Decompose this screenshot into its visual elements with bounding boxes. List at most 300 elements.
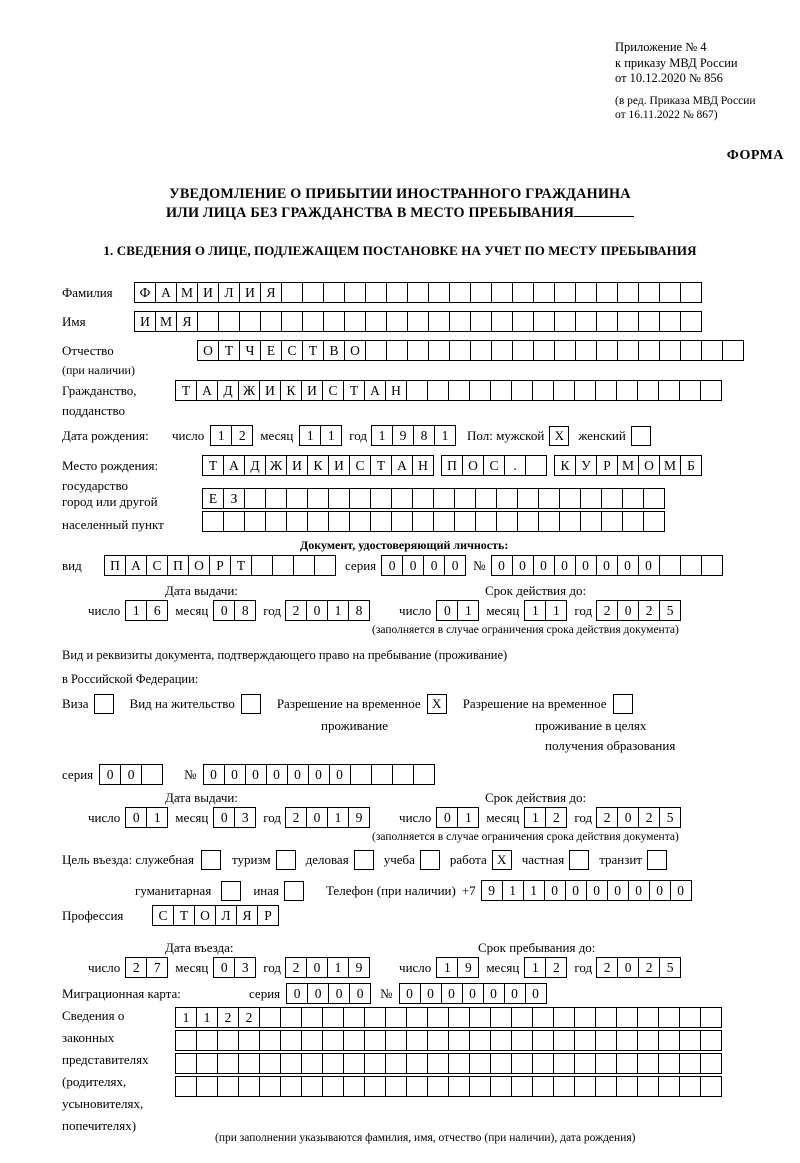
stay-month-input[interactable] — [524, 957, 566, 978]
cell[interactable] — [406, 1076, 428, 1097]
cell[interactable]: И — [197, 282, 219, 303]
cell[interactable]: 0 — [245, 764, 267, 785]
cell[interactable]: 0 — [544, 880, 566, 901]
cell[interactable] — [475, 488, 497, 509]
cell[interactable] — [679, 1030, 701, 1051]
cell[interactable]: 5 — [659, 600, 681, 621]
cell[interactable] — [427, 380, 449, 401]
phone-input[interactable] — [481, 880, 691, 901]
cell[interactable] — [596, 311, 618, 332]
cell[interactable] — [322, 1053, 344, 1074]
cell[interactable] — [533, 282, 555, 303]
cell[interactable]: Т — [173, 905, 195, 926]
cell[interactable]: 0 — [286, 983, 308, 1004]
cell[interactable]: 0 — [306, 600, 328, 621]
cell[interactable] — [616, 1030, 638, 1051]
cell[interactable] — [281, 311, 303, 332]
cell[interactable] — [217, 1053, 239, 1074]
cell[interactable] — [175, 1053, 197, 1074]
cell[interactable] — [343, 1007, 365, 1028]
cell[interactable] — [553, 1076, 575, 1097]
permit-issue-year-input[interactable] — [285, 807, 369, 828]
cell[interactable] — [574, 1030, 596, 1051]
cell[interactable]: Т — [202, 455, 224, 476]
cell[interactable]: Т — [175, 380, 197, 401]
cell[interactable]: 2 — [285, 807, 307, 828]
cell[interactable] — [490, 1007, 512, 1028]
cell[interactable] — [616, 1007, 638, 1028]
cell[interactable] — [385, 1007, 407, 1028]
cell[interactable] — [407, 340, 429, 361]
permit-valid-month-input[interactable] — [524, 807, 566, 828]
cell[interactable] — [658, 1076, 680, 1097]
cell[interactable]: Р — [257, 905, 279, 926]
cell[interactable]: Я — [260, 282, 282, 303]
cell[interactable] — [470, 340, 492, 361]
cell[interactable]: Б — [680, 455, 702, 476]
permit-issue-day-input[interactable] — [125, 807, 167, 828]
cell[interactable]: Р — [596, 455, 618, 476]
cell[interactable] — [344, 282, 366, 303]
cell[interactable] — [301, 1007, 323, 1028]
cell[interactable] — [259, 1007, 281, 1028]
cell[interactable] — [574, 1076, 596, 1097]
cell[interactable] — [407, 282, 429, 303]
cell[interactable]: 0 — [670, 880, 692, 901]
cell[interactable] — [575, 282, 597, 303]
cell[interactable] — [202, 511, 224, 532]
cell[interactable]: Е — [260, 340, 282, 361]
cell[interactable]: А — [364, 380, 386, 401]
cell[interactable] — [622, 488, 644, 509]
cell[interactable] — [301, 1076, 323, 1097]
cell[interactable] — [596, 282, 618, 303]
cell[interactable]: Л — [218, 282, 240, 303]
cell[interactable]: С — [281, 340, 303, 361]
cell[interactable] — [532, 380, 554, 401]
cell[interactable] — [469, 1007, 491, 1028]
cell[interactable] — [575, 311, 597, 332]
cell[interactable] — [595, 1030, 617, 1051]
cell[interactable] — [679, 1076, 701, 1097]
cell[interactable] — [385, 1030, 407, 1051]
cell[interactable] — [350, 764, 372, 785]
cell[interactable]: 2 — [596, 957, 618, 978]
cell[interactable] — [365, 282, 387, 303]
cell[interactable] — [281, 282, 303, 303]
cell[interactable]: 9 — [481, 880, 503, 901]
cell[interactable]: 1 — [125, 600, 147, 621]
cell[interactable] — [701, 340, 723, 361]
cell[interactable]: 0 — [99, 764, 121, 785]
cell[interactable] — [301, 1030, 323, 1051]
cell[interactable] — [490, 380, 512, 401]
cell[interactable] — [637, 1053, 659, 1074]
cell[interactable] — [617, 340, 639, 361]
surname-input[interactable] — [134, 282, 701, 303]
cell[interactable]: Ж — [265, 455, 287, 476]
cell[interactable]: 8 — [413, 425, 435, 446]
cell[interactable]: 0 — [512, 555, 534, 576]
cell[interactable] — [637, 1076, 659, 1097]
cell[interactable] — [428, 282, 450, 303]
cell[interactable] — [386, 311, 408, 332]
cell[interactable]: 2 — [285, 957, 307, 978]
doc-valid-year-input[interactable] — [596, 600, 680, 621]
cell[interactable]: 0 — [617, 600, 639, 621]
cell[interactable]: Я — [176, 311, 198, 332]
cell[interactable] — [385, 1076, 407, 1097]
cell[interactable] — [364, 1076, 386, 1097]
migration-number-input[interactable] — [399, 983, 546, 1004]
cell[interactable] — [680, 282, 702, 303]
cell[interactable] — [364, 1053, 386, 1074]
cell[interactable]: О — [194, 905, 216, 926]
cell[interactable] — [259, 1053, 281, 1074]
cell[interactable]: И — [328, 455, 350, 476]
cell[interactable]: Е — [202, 488, 224, 509]
cell[interactable] — [244, 511, 266, 532]
cell[interactable]: Ф — [134, 282, 156, 303]
cell[interactable] — [454, 488, 476, 509]
cell[interactable]: 0 — [491, 555, 513, 576]
cell[interactable]: 0 — [628, 880, 650, 901]
cell[interactable] — [314, 555, 336, 576]
cell[interactable]: П — [167, 555, 189, 576]
cell[interactable] — [223, 511, 245, 532]
cell[interactable] — [559, 488, 581, 509]
permit-valid-day-input[interactable] — [436, 807, 478, 828]
cell[interactable]: А — [155, 282, 177, 303]
cell[interactable] — [538, 511, 560, 532]
cell[interactable] — [637, 1007, 659, 1028]
cell[interactable] — [392, 764, 414, 785]
cell[interactable]: . — [504, 455, 526, 476]
cell[interactable] — [427, 1053, 449, 1074]
cell[interactable]: З — [223, 488, 245, 509]
purpose-business-checkbox[interactable] — [354, 850, 374, 870]
cell[interactable]: А — [125, 555, 147, 576]
cell[interactable]: 0 — [554, 555, 576, 576]
cell[interactable]: 2 — [596, 807, 618, 828]
purpose-study-checkbox[interactable] — [420, 850, 440, 870]
cell[interactable] — [525, 455, 547, 476]
cell[interactable]: 0 — [607, 880, 629, 901]
cell[interactable] — [239, 311, 261, 332]
cell[interactable] — [553, 1007, 575, 1028]
cell[interactable]: 2 — [638, 600, 660, 621]
doc-valid-day-input[interactable] — [436, 600, 478, 621]
cell[interactable] — [427, 1007, 449, 1028]
cell[interactable]: С — [483, 455, 505, 476]
cell[interactable]: О — [462, 455, 484, 476]
cell[interactable] — [496, 488, 518, 509]
cell[interactable] — [622, 511, 644, 532]
cell[interactable] — [433, 488, 455, 509]
cell[interactable]: 0 — [617, 957, 639, 978]
cell[interactable] — [533, 311, 555, 332]
cell[interactable] — [679, 1007, 701, 1028]
cell[interactable] — [259, 1076, 281, 1097]
cell[interactable] — [638, 282, 660, 303]
cell[interactable] — [259, 1030, 281, 1051]
cell[interactable] — [659, 282, 681, 303]
cell[interactable]: Р — [209, 555, 231, 576]
cell[interactable]: А — [196, 380, 218, 401]
cell[interactable]: 1 — [327, 957, 349, 978]
cell[interactable]: 0 — [462, 983, 484, 1004]
cell[interactable] — [575, 340, 597, 361]
cell[interactable]: 1 — [502, 880, 524, 901]
cell[interactable]: 1 — [523, 880, 545, 901]
cell[interactable] — [658, 1007, 680, 1028]
cell[interactable] — [406, 380, 428, 401]
birth-city-input[interactable] — [202, 488, 664, 509]
cell[interactable]: 1 — [524, 600, 546, 621]
cell[interactable]: 0 — [436, 600, 458, 621]
cell[interactable] — [244, 488, 266, 509]
cell[interactable] — [196, 1030, 218, 1051]
cell[interactable]: О — [197, 340, 219, 361]
cell[interactable] — [365, 340, 387, 361]
legal-reps-row-3[interactable] — [175, 1053, 721, 1074]
cell[interactable] — [386, 282, 408, 303]
cell[interactable] — [385, 1053, 407, 1074]
cell[interactable]: 1 — [457, 600, 479, 621]
cell[interactable] — [511, 1007, 533, 1028]
cell[interactable]: 9 — [392, 425, 414, 446]
cell[interactable] — [659, 311, 681, 332]
purpose-other-checkbox[interactable] — [284, 881, 304, 901]
cell[interactable] — [238, 1053, 260, 1074]
cell[interactable]: 0 — [504, 983, 526, 1004]
cell[interactable] — [659, 555, 681, 576]
cell[interactable] — [574, 1053, 596, 1074]
cell[interactable]: А — [223, 455, 245, 476]
cell[interactable]: У — [575, 455, 597, 476]
cell[interactable]: Ч — [239, 340, 261, 361]
cell[interactable] — [491, 311, 513, 332]
cell[interactable]: 0 — [649, 880, 671, 901]
cell[interactable]: О — [638, 455, 660, 476]
cell[interactable]: К — [280, 380, 302, 401]
cell[interactable]: 1 — [210, 425, 232, 446]
cell[interactable] — [496, 511, 518, 532]
cell[interactable] — [427, 1030, 449, 1051]
cell[interactable]: 1 — [436, 957, 458, 978]
cell[interactable] — [553, 1053, 575, 1074]
cell[interactable]: 0 — [483, 983, 505, 1004]
cell[interactable] — [217, 1030, 239, 1051]
cell[interactable]: 7 — [146, 957, 168, 978]
cell[interactable] — [196, 1076, 218, 1097]
cell[interactable] — [595, 1076, 617, 1097]
entry-year-input[interactable] — [285, 957, 369, 978]
cell[interactable] — [475, 511, 497, 532]
cell[interactable] — [617, 282, 639, 303]
cell[interactable] — [260, 311, 282, 332]
cell[interactable]: Т — [218, 340, 240, 361]
cell[interactable] — [449, 282, 471, 303]
cell[interactable] — [364, 1030, 386, 1051]
permit-series-input[interactable] — [99, 764, 162, 785]
birth-day-input[interactable] — [210, 425, 252, 446]
cell[interactable] — [637, 380, 659, 401]
cell[interactable] — [449, 311, 471, 332]
cell[interactable]: П — [104, 555, 126, 576]
cell[interactable] — [371, 764, 393, 785]
patronymic-input[interactable] — [197, 340, 743, 361]
cell[interactable] — [580, 511, 602, 532]
cell[interactable] — [175, 1076, 197, 1097]
cell[interactable] — [343, 1053, 365, 1074]
cell[interactable] — [391, 488, 413, 509]
cell[interactable] — [391, 511, 413, 532]
cell[interactable] — [680, 340, 702, 361]
cell[interactable]: 9 — [348, 957, 370, 978]
cell[interactable]: 1 — [196, 1007, 218, 1028]
cell[interactable]: 2 — [217, 1007, 239, 1028]
cell[interactable] — [406, 1007, 428, 1028]
cell[interactable] — [412, 511, 434, 532]
doc-issue-year-input[interactable] — [285, 600, 369, 621]
cell[interactable]: 0 — [402, 555, 424, 576]
cell[interactable] — [280, 1053, 302, 1074]
cell[interactable]: О — [344, 340, 366, 361]
cell[interactable] — [538, 488, 560, 509]
cell[interactable]: 0 — [306, 957, 328, 978]
cell[interactable]: О — [188, 555, 210, 576]
cell[interactable] — [470, 311, 492, 332]
cell[interactable]: 1 — [524, 957, 546, 978]
cell[interactable]: 1 — [175, 1007, 197, 1028]
cell[interactable]: 1 — [545, 600, 567, 621]
cell[interactable] — [238, 1030, 260, 1051]
doc-valid-month-input[interactable] — [524, 600, 566, 621]
legal-reps-row-4[interactable] — [175, 1076, 721, 1097]
cell[interactable] — [413, 764, 435, 785]
cell[interactable]: И — [301, 380, 323, 401]
entry-day-input[interactable] — [125, 957, 167, 978]
cell[interactable] — [532, 1053, 554, 1074]
cell[interactable]: 1 — [327, 807, 349, 828]
cell[interactable] — [448, 1076, 470, 1097]
cell[interactable] — [616, 1053, 638, 1074]
cell[interactable] — [559, 511, 581, 532]
cell[interactable]: 0 — [120, 764, 142, 785]
cell[interactable]: 2 — [238, 1007, 260, 1028]
cell[interactable] — [344, 311, 366, 332]
cell[interactable]: 2 — [545, 957, 567, 978]
permit-valid-year-input[interactable] — [596, 807, 680, 828]
cell[interactable] — [511, 1030, 533, 1051]
residence-permit-checkbox[interactable] — [241, 694, 261, 714]
cell[interactable]: К — [307, 455, 329, 476]
cell[interactable] — [512, 340, 534, 361]
cell[interactable] — [638, 340, 660, 361]
cell[interactable]: 0 — [213, 807, 235, 828]
cell[interactable]: Д — [217, 380, 239, 401]
cell[interactable]: 0 — [525, 983, 547, 1004]
cell[interactable]: 0 — [638, 555, 660, 576]
edu-residence-checkbox[interactable] — [613, 694, 633, 714]
cell[interactable] — [554, 340, 576, 361]
cell[interactable] — [406, 1030, 428, 1051]
cell[interactable]: 5 — [659, 957, 681, 978]
cell[interactable]: 0 — [213, 957, 235, 978]
cell[interactable] — [323, 282, 345, 303]
cell[interactable] — [511, 380, 533, 401]
cell[interactable] — [511, 1053, 533, 1074]
cell[interactable]: И — [259, 380, 281, 401]
cell[interactable] — [197, 311, 219, 332]
cell[interactable] — [343, 1076, 365, 1097]
cell[interactable]: М — [176, 282, 198, 303]
cell[interactable] — [427, 1076, 449, 1097]
cell[interactable] — [616, 1076, 638, 1097]
cell[interactable]: 0 — [266, 764, 288, 785]
cell[interactable]: 0 — [617, 807, 639, 828]
birth-year-input[interactable] — [371, 425, 455, 446]
cell[interactable]: 1 — [457, 807, 479, 828]
cell[interactable]: 1 — [524, 807, 546, 828]
temp-residence-checkbox[interactable]: X — [427, 694, 447, 714]
purpose-humanitarian-checkbox[interactable] — [221, 881, 241, 901]
cell[interactable] — [574, 1007, 596, 1028]
cell[interactable] — [448, 1030, 470, 1051]
cell[interactable] — [638, 311, 660, 332]
cell[interactable] — [469, 380, 491, 401]
cell[interactable] — [365, 311, 387, 332]
cell[interactable] — [265, 511, 287, 532]
purpose-work-checkbox[interactable]: X — [492, 850, 512, 870]
cell[interactable]: 0 — [436, 807, 458, 828]
permit-issue-month-input[interactable] — [213, 807, 255, 828]
cell[interactable]: 2 — [638, 807, 660, 828]
cell[interactable] — [512, 311, 534, 332]
cell[interactable] — [659, 340, 681, 361]
cell[interactable]: И — [239, 282, 261, 303]
cell[interactable] — [406, 1053, 428, 1074]
cell[interactable]: Д — [244, 455, 266, 476]
cell[interactable]: 8 — [234, 600, 256, 621]
cell[interactable] — [490, 1053, 512, 1074]
cell[interactable]: 0 — [586, 880, 608, 901]
cell[interactable]: 0 — [308, 764, 330, 785]
cell[interactable]: И — [134, 311, 156, 332]
cell[interactable] — [448, 1007, 470, 1028]
doc-issue-month-input[interactable] — [213, 600, 255, 621]
doc-issue-day-input[interactable] — [125, 600, 167, 621]
purpose-transit-checkbox[interactable] — [647, 850, 667, 870]
cell[interactable] — [469, 1030, 491, 1051]
cell[interactable] — [517, 511, 539, 532]
cell[interactable] — [370, 488, 392, 509]
cell[interactable]: С — [152, 905, 174, 926]
cell[interactable] — [554, 311, 576, 332]
cell[interactable]: 1 — [146, 807, 168, 828]
cell[interactable] — [490, 1076, 512, 1097]
cell[interactable] — [469, 1053, 491, 1074]
cell[interactable] — [658, 1053, 680, 1074]
cell[interactable]: Н — [385, 380, 407, 401]
sex-male-checkbox[interactable]: X — [549, 426, 569, 446]
cell[interactable]: 0 — [617, 555, 639, 576]
cell[interactable]: 0 — [125, 807, 147, 828]
citizenship-input[interactable] — [175, 380, 721, 401]
cell[interactable] — [428, 311, 450, 332]
cell[interactable] — [532, 1007, 554, 1028]
